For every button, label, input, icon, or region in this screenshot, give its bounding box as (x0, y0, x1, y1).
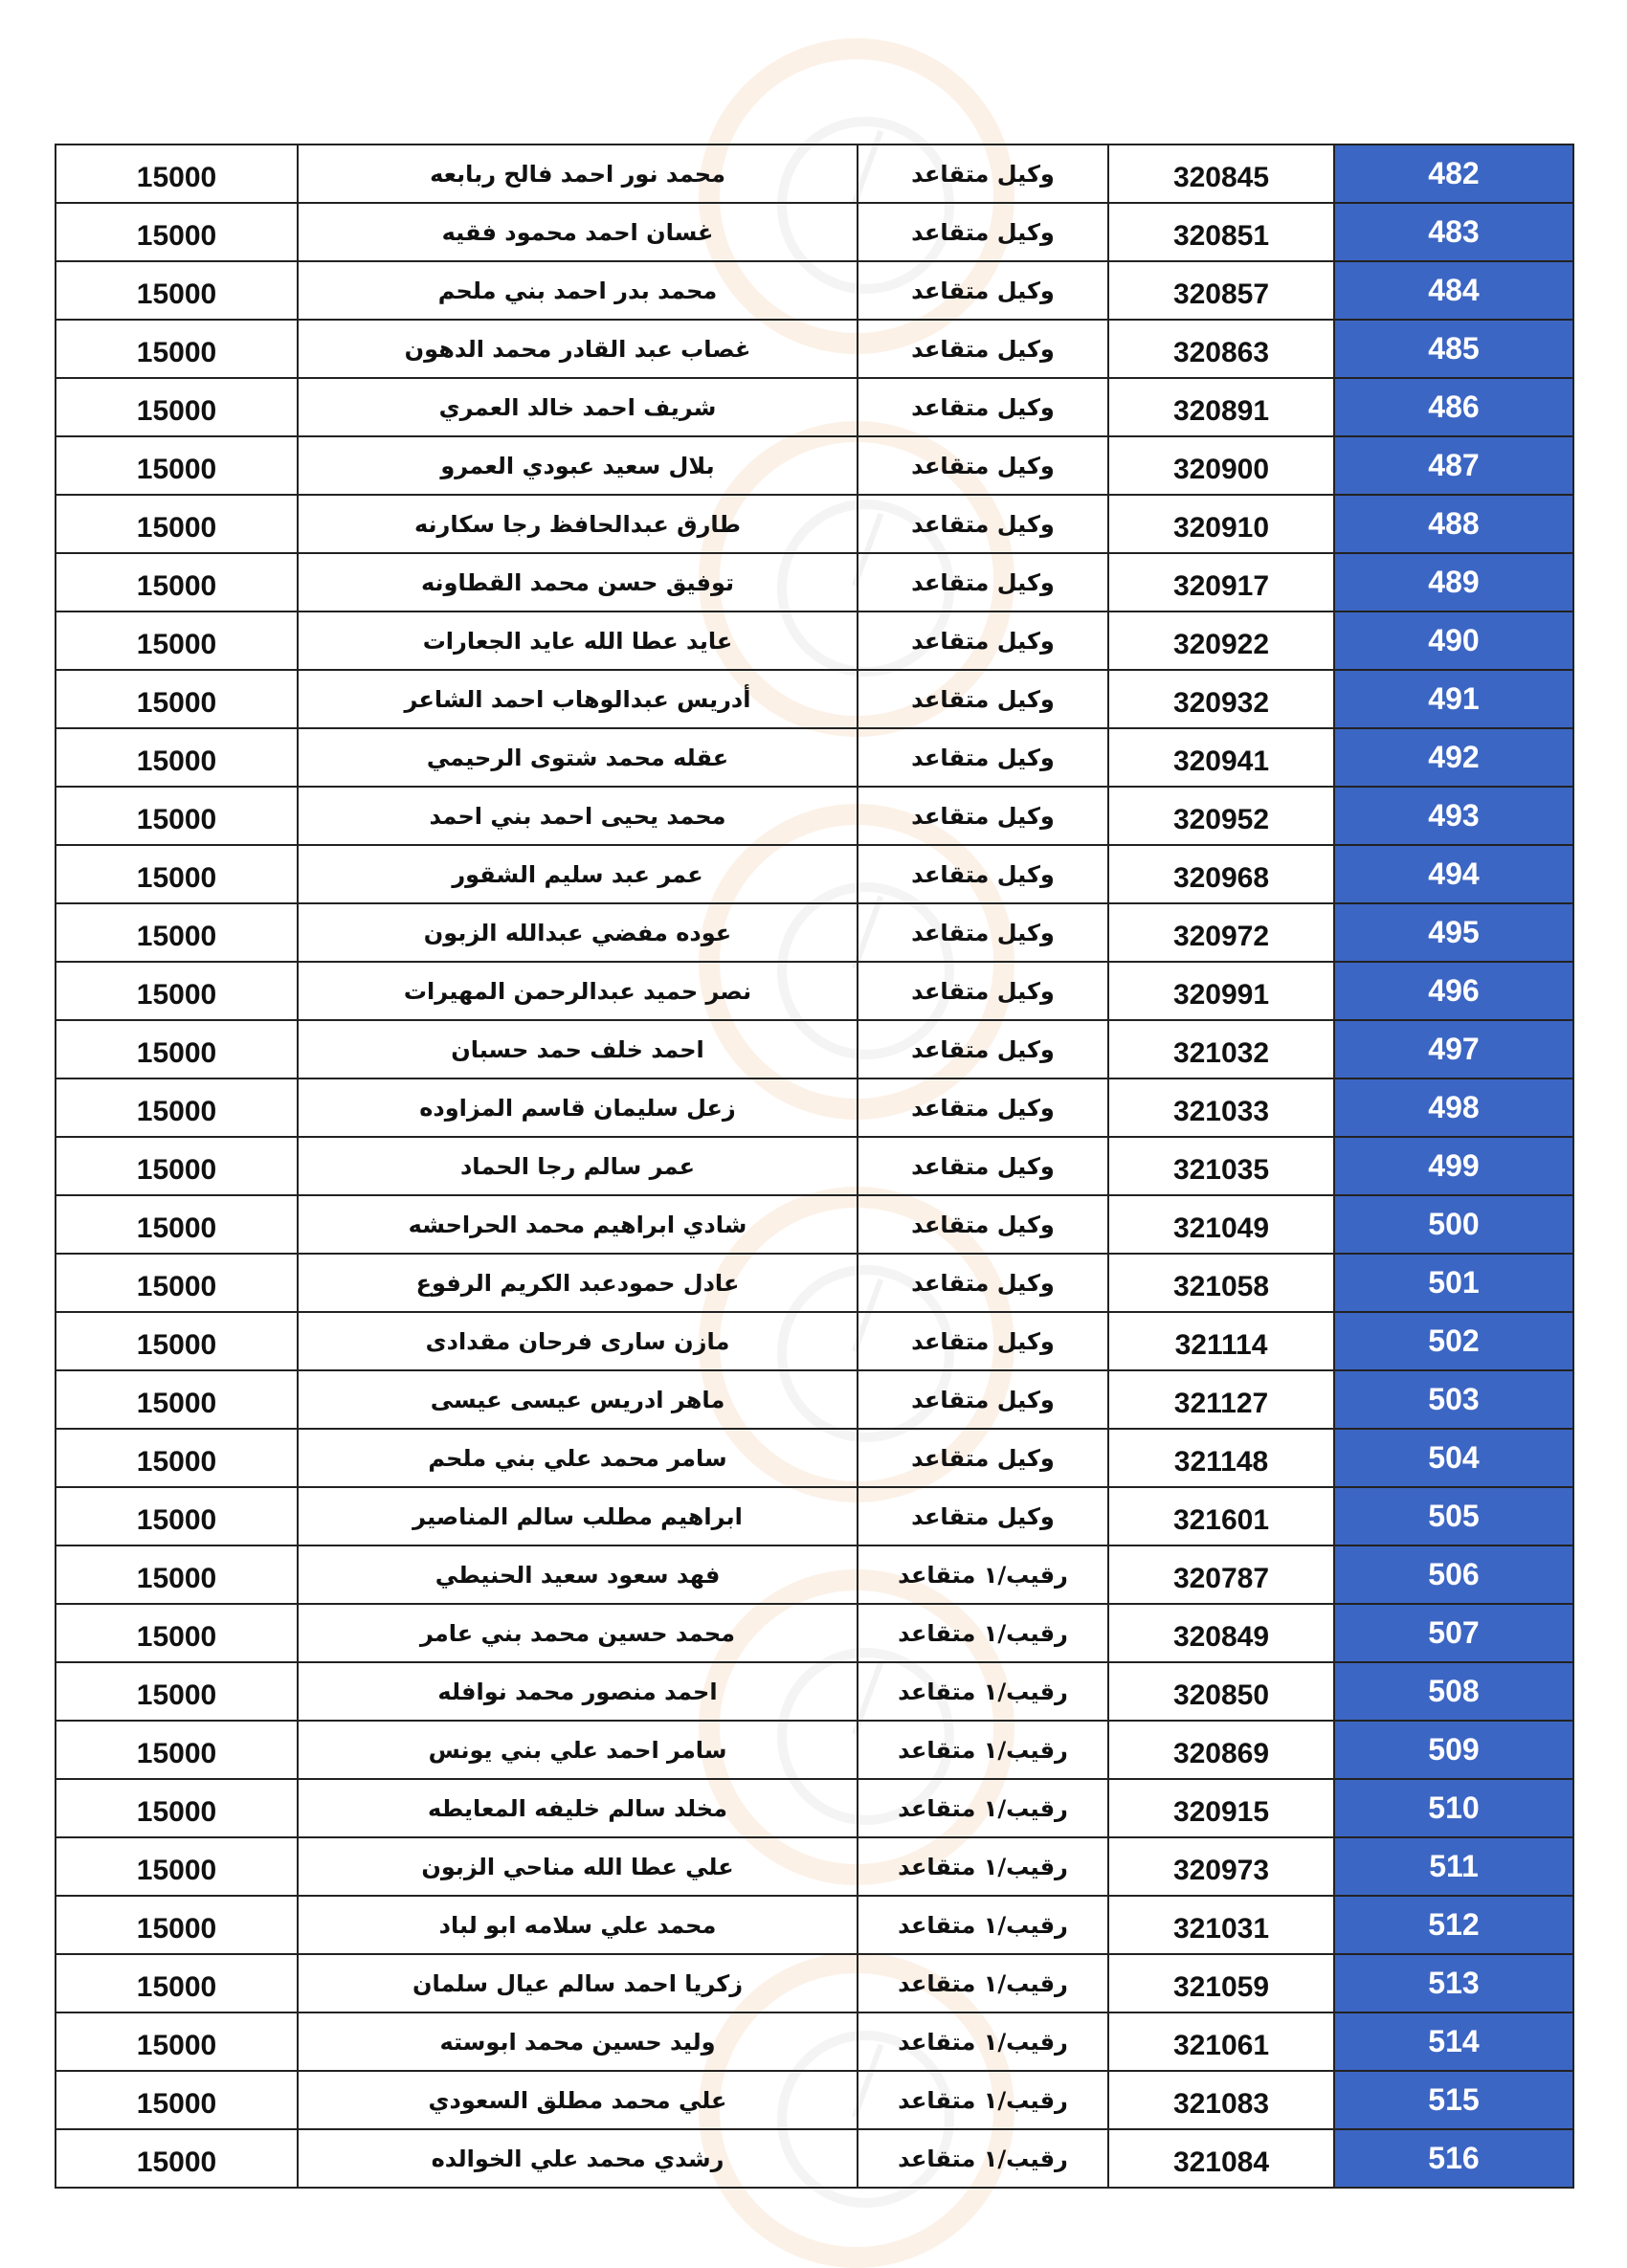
rank-cell: وكيل متقاعد (858, 495, 1108, 553)
amount-cell: 15000 (56, 1662, 298, 1721)
table-row (56, 436, 1573, 495)
full-name-cell: علي محمد مطلق السعودي (298, 2071, 858, 2129)
serial-number-cell: 494 (1334, 845, 1573, 903)
amount-cell: 15000 (56, 1020, 298, 1078)
rank-cell: وكيل متقاعد (858, 1370, 1108, 1429)
table-row (56, 787, 1573, 845)
amount-cell: 15000 (56, 203, 298, 261)
serial-number-cell: 506 (1334, 1545, 1573, 1604)
amount-cell: 15000 (56, 553, 298, 611)
serial-number-cell: 503 (1334, 1370, 1573, 1429)
amount-cell: 15000 (56, 1254, 298, 1312)
table-row (56, 145, 1573, 203)
full-name-cell: عوده مفضي عبدالله الزبون (298, 903, 858, 962)
rank-cell: وكيل متقاعد (858, 903, 1108, 962)
full-name-cell: مازن سارى فرحان مقدادى (298, 1312, 858, 1370)
personnel-number-cell: 321601 (1108, 1487, 1334, 1545)
rank-cell: رقيب/١ متقاعد (858, 1604, 1108, 1662)
full-name-cell: زكريا احمد سالم عيال سلمان (298, 1954, 858, 2012)
full-name-cell: غسان احمد محمود فقيه (298, 203, 858, 261)
table-row (56, 2071, 1573, 2129)
serial-number-cell: 484 (1334, 261, 1573, 320)
table-row (56, 2129, 1573, 2188)
personnel-number-cell: 320857 (1108, 261, 1334, 320)
serial-number-cell: 495 (1334, 903, 1573, 962)
full-name-cell: توفيق حسن محمد القطاونه (298, 553, 858, 611)
amount-cell: 15000 (56, 2129, 298, 2188)
personnel-number-cell: 321084 (1108, 2129, 1334, 2188)
full-name-cell: زعل سليمان قاسم المزاوده (298, 1078, 858, 1137)
roster-table (55, 144, 1574, 2189)
table-row (56, 1195, 1573, 1254)
rank-cell: وكيل متقاعد (858, 436, 1108, 495)
full-name-cell: ابراهيم مطلب سالم المناصير (298, 1487, 858, 1545)
serial-number-cell: 511 (1334, 1837, 1573, 1896)
amount-cell: 15000 (56, 1545, 298, 1604)
amount-cell: 15000 (56, 670, 298, 728)
full-name-cell: محمد نور احمد فالح ربابعه (298, 145, 858, 203)
serial-number-cell: 515 (1334, 2071, 1573, 2129)
serial-number-cell: 509 (1334, 1721, 1573, 1779)
amount-cell: 15000 (56, 1137, 298, 1195)
full-name-cell: سامر محمد علي بني ملحم (298, 1429, 858, 1487)
amount-cell: 15000 (56, 1370, 298, 1429)
serial-number-cell: 516 (1334, 2129, 1573, 2188)
personnel-number-cell: 320941 (1108, 728, 1334, 787)
personnel-number-cell: 320850 (1108, 1662, 1334, 1721)
rank-cell: وكيل متقاعد (858, 670, 1108, 728)
full-name-cell: سامر احمد علي بني يونس (298, 1721, 858, 1779)
full-name-cell: رشدي محمد علي الخوالده (298, 2129, 858, 2188)
table-row (56, 1312, 1573, 1370)
personnel-number-cell: 321059 (1108, 1954, 1334, 2012)
personnel-number-cell: 320891 (1108, 378, 1334, 436)
full-name-cell: مخلد سالم خليفه المعايطه (298, 1779, 858, 1837)
personnel-number-cell: 320922 (1108, 611, 1334, 670)
table-row (56, 1020, 1573, 1078)
personnel-number-cell: 321127 (1108, 1370, 1334, 1429)
full-name-cell: محمد يحيى احمد بني احمد (298, 787, 858, 845)
rank-cell: وكيل متقاعد (858, 728, 1108, 787)
rank-cell: وكيل متقاعد (858, 1078, 1108, 1137)
serial-number-cell: 502 (1334, 1312, 1573, 1370)
rank-cell: وكيل متقاعد (858, 1312, 1108, 1370)
amount-cell: 15000 (56, 1078, 298, 1137)
table-row (56, 845, 1573, 903)
full-name-cell: عمر عبد سليم الشقور (298, 845, 858, 903)
rank-cell: وكيل متقاعد (858, 787, 1108, 845)
table-row (56, 670, 1573, 728)
table-row (56, 962, 1573, 1020)
serial-number-cell: 487 (1334, 436, 1573, 495)
amount-cell: 15000 (56, 611, 298, 670)
table-row (56, 1662, 1573, 1721)
table-row (56, 1429, 1573, 1487)
table-row (56, 1078, 1573, 1137)
amount-cell: 15000 (56, 903, 298, 962)
rank-cell: رقيب/١ متقاعد (858, 2129, 1108, 2188)
table-row (56, 378, 1573, 436)
serial-number-cell: 512 (1334, 1896, 1573, 1954)
rank-cell: رقيب/١ متقاعد (858, 2012, 1108, 2071)
full-name-cell: محمد حسين محمد بني عامر (298, 1604, 858, 1662)
full-name-cell: شريف احمد خالد العمري (298, 378, 858, 436)
personnel-number-cell: 321061 (1108, 2012, 1334, 2071)
serial-number-cell: 491 (1334, 670, 1573, 728)
amount-cell: 15000 (56, 1837, 298, 1896)
personnel-number-cell: 320863 (1108, 320, 1334, 378)
rank-cell: وكيل متقاعد (858, 553, 1108, 611)
personnel-number-cell: 321049 (1108, 1195, 1334, 1254)
serial-number-cell: 492 (1334, 728, 1573, 787)
serial-number-cell: 510 (1334, 1779, 1573, 1837)
table-row (56, 1721, 1573, 1779)
serial-number-cell: 483 (1334, 203, 1573, 261)
personnel-number-cell: 321033 (1108, 1078, 1334, 1137)
personnel-number-cell: 320972 (1108, 903, 1334, 962)
amount-cell: 15000 (56, 1487, 298, 1545)
personnel-number-cell: 320869 (1108, 1721, 1334, 1779)
amount-cell: 15000 (56, 1954, 298, 2012)
full-name-cell: محمد بدر احمد بني ملحم (298, 261, 858, 320)
table-row (56, 495, 1573, 553)
personnel-number-cell: 321114 (1108, 1312, 1334, 1370)
amount-cell: 15000 (56, 962, 298, 1020)
rank-cell: وكيل متقاعد (858, 962, 1108, 1020)
personnel-number-cell: 321035 (1108, 1137, 1334, 1195)
table-row (56, 261, 1573, 320)
serial-number-cell: 499 (1334, 1137, 1573, 1195)
personnel-number-cell: 320849 (1108, 1604, 1334, 1662)
full-name-cell: طارق عبدالحافظ رجا سكارنه (298, 495, 858, 553)
personnel-number-cell: 320991 (1108, 962, 1334, 1020)
full-name-cell: عادل حمودعبد الكريم الرفوع (298, 1254, 858, 1312)
full-name-cell: فهد سعود سعيد الحنيطي (298, 1545, 858, 1604)
rank-cell: وكيل متقاعد (858, 320, 1108, 378)
amount-cell: 15000 (56, 2012, 298, 2071)
table-row (56, 1254, 1573, 1312)
amount-cell: 15000 (56, 1429, 298, 1487)
full-name-cell: ماهر ادريس عيسى عيسى (298, 1370, 858, 1429)
rank-cell: رقيب/١ متقاعد (858, 1721, 1108, 1779)
table-row (56, 320, 1573, 378)
full-name-cell: بلال سعيد عبودي العمرو (298, 436, 858, 495)
amount-cell: 15000 (56, 1896, 298, 1954)
table-row (56, 2012, 1573, 2071)
rank-cell: وكيل متقاعد (858, 611, 1108, 670)
amount-cell: 15000 (56, 728, 298, 787)
amount-cell: 15000 (56, 1312, 298, 1370)
full-name-cell: احمد خلف حمد حسبان (298, 1020, 858, 1078)
serial-number-cell: 504 (1334, 1429, 1573, 1487)
amount-cell: 15000 (56, 787, 298, 845)
amount-cell: 15000 (56, 1604, 298, 1662)
table-row (56, 1779, 1573, 1837)
serial-number-cell: 507 (1334, 1604, 1573, 1662)
rank-cell: وكيل متقاعد (858, 378, 1108, 436)
rank-cell: رقيب/١ متقاعد (858, 1837, 1108, 1896)
table-row (56, 1896, 1573, 1954)
amount-cell: 15000 (56, 378, 298, 436)
rank-cell: رقيب/١ متقاعد (858, 1545, 1108, 1604)
personnel-number-cell: 320932 (1108, 670, 1334, 728)
rank-cell: وكيل متقاعد (858, 1195, 1108, 1254)
amount-cell: 15000 (56, 2071, 298, 2129)
full-name-cell: نصر حميد عبدالرحمن المهيرات (298, 962, 858, 1020)
serial-number-cell: 497 (1334, 1020, 1573, 1078)
serial-number-cell: 508 (1334, 1662, 1573, 1721)
table-row (56, 903, 1573, 962)
personnel-number-cell: 320915 (1108, 1779, 1334, 1837)
table-row (56, 203, 1573, 261)
full-name-cell: غصاب عبد القادر محمد الدهون (298, 320, 858, 378)
rank-cell: رقيب/١ متقاعد (858, 1896, 1108, 1954)
amount-cell: 15000 (56, 1195, 298, 1254)
table-row (56, 1370, 1573, 1429)
serial-number-cell: 498 (1334, 1078, 1573, 1137)
full-name-cell: عايد عطا الله عايد الجعارات (298, 611, 858, 670)
rank-cell: رقيب/١ متقاعد (858, 1662, 1108, 1721)
serial-number-cell: 500 (1334, 1195, 1573, 1254)
serial-number-cell: 505 (1334, 1487, 1573, 1545)
full-name-cell: عمر سالم رجا الحماد (298, 1137, 858, 1195)
rank-cell: وكيل متقاعد (858, 1020, 1108, 1078)
table-row (56, 553, 1573, 611)
serial-number-cell: 486 (1334, 378, 1573, 436)
amount-cell: 15000 (56, 1779, 298, 1837)
personnel-number-cell: 321032 (1108, 1020, 1334, 1078)
personnel-number-cell: 320968 (1108, 845, 1334, 903)
table-row (56, 611, 1573, 670)
serial-number-cell: 482 (1334, 145, 1573, 203)
personnel-number-cell: 321148 (1108, 1429, 1334, 1487)
amount-cell: 15000 (56, 320, 298, 378)
full-name-cell: وليد حسين محمد ابوسته (298, 2012, 858, 2071)
personnel-number-cell: 320973 (1108, 1837, 1334, 1896)
personnel-number-cell: 320787 (1108, 1545, 1334, 1604)
rank-cell: وكيل متقاعد (858, 1429, 1108, 1487)
rank-cell: وكيل متقاعد (858, 1487, 1108, 1545)
rank-cell: رقيب/١ متقاعد (858, 1954, 1108, 2012)
full-name-cell: محمد علي سلامه ابو لباد (298, 1896, 858, 1954)
personnel-number-cell: 320845 (1108, 145, 1334, 203)
table-row (56, 1604, 1573, 1662)
rank-cell: رقيب/١ متقاعد (858, 1779, 1108, 1837)
rank-cell: وكيل متقاعد (858, 203, 1108, 261)
rank-cell: رقيب/١ متقاعد (858, 2071, 1108, 2129)
serial-number-cell: 490 (1334, 611, 1573, 670)
full-name-cell: شادي ابراهيم محمد الحراحشه (298, 1195, 858, 1254)
table-row (56, 1837, 1573, 1896)
table-row (56, 1545, 1573, 1604)
rank-cell: وكيل متقاعد (858, 261, 1108, 320)
amount-cell: 15000 (56, 261, 298, 320)
personnel-number-cell: 321031 (1108, 1896, 1334, 1954)
table-row (56, 728, 1573, 787)
amount-cell: 15000 (56, 1721, 298, 1779)
table-row (56, 1954, 1573, 2012)
personnel-number-cell: 320900 (1108, 436, 1334, 495)
rank-cell: وكيل متقاعد (858, 145, 1108, 203)
full-name-cell: عقله محمد شتوى الرحيمي (298, 728, 858, 787)
serial-number-cell: 485 (1334, 320, 1573, 378)
roster-table-body (56, 145, 1573, 2188)
rank-cell: وكيل متقاعد (858, 845, 1108, 903)
personnel-number-cell: 321083 (1108, 2071, 1334, 2129)
serial-number-cell: 493 (1334, 787, 1573, 845)
full-name-cell: احمد منصور محمد نوافله (298, 1662, 858, 1721)
amount-cell: 15000 (56, 436, 298, 495)
amount-cell: 15000 (56, 145, 298, 203)
amount-cell: 15000 (56, 495, 298, 553)
serial-number-cell: 489 (1334, 553, 1573, 611)
full-name-cell: علي عطا الله مناحي الزبون (298, 1837, 858, 1896)
serial-number-cell: 488 (1334, 495, 1573, 553)
personnel-number-cell: 321058 (1108, 1254, 1334, 1312)
table-row (56, 1137, 1573, 1195)
personnel-number-cell: 320851 (1108, 203, 1334, 261)
serial-number-cell: 513 (1334, 1954, 1573, 2012)
serial-number-cell: 496 (1334, 962, 1573, 1020)
serial-number-cell: 514 (1334, 2012, 1573, 2071)
rank-cell: وكيل متقاعد (858, 1254, 1108, 1312)
table-row (56, 1487, 1573, 1545)
personnel-number-cell: 320917 (1108, 553, 1334, 611)
full-name-cell: أدريس عبدالوهاب احمد الشاعر (298, 670, 858, 728)
amount-cell: 15000 (56, 845, 298, 903)
serial-number-cell: 501 (1334, 1254, 1573, 1312)
personnel-number-cell: 320910 (1108, 495, 1334, 553)
rank-cell: وكيل متقاعد (858, 1137, 1108, 1195)
personnel-number-cell: 320952 (1108, 787, 1334, 845)
